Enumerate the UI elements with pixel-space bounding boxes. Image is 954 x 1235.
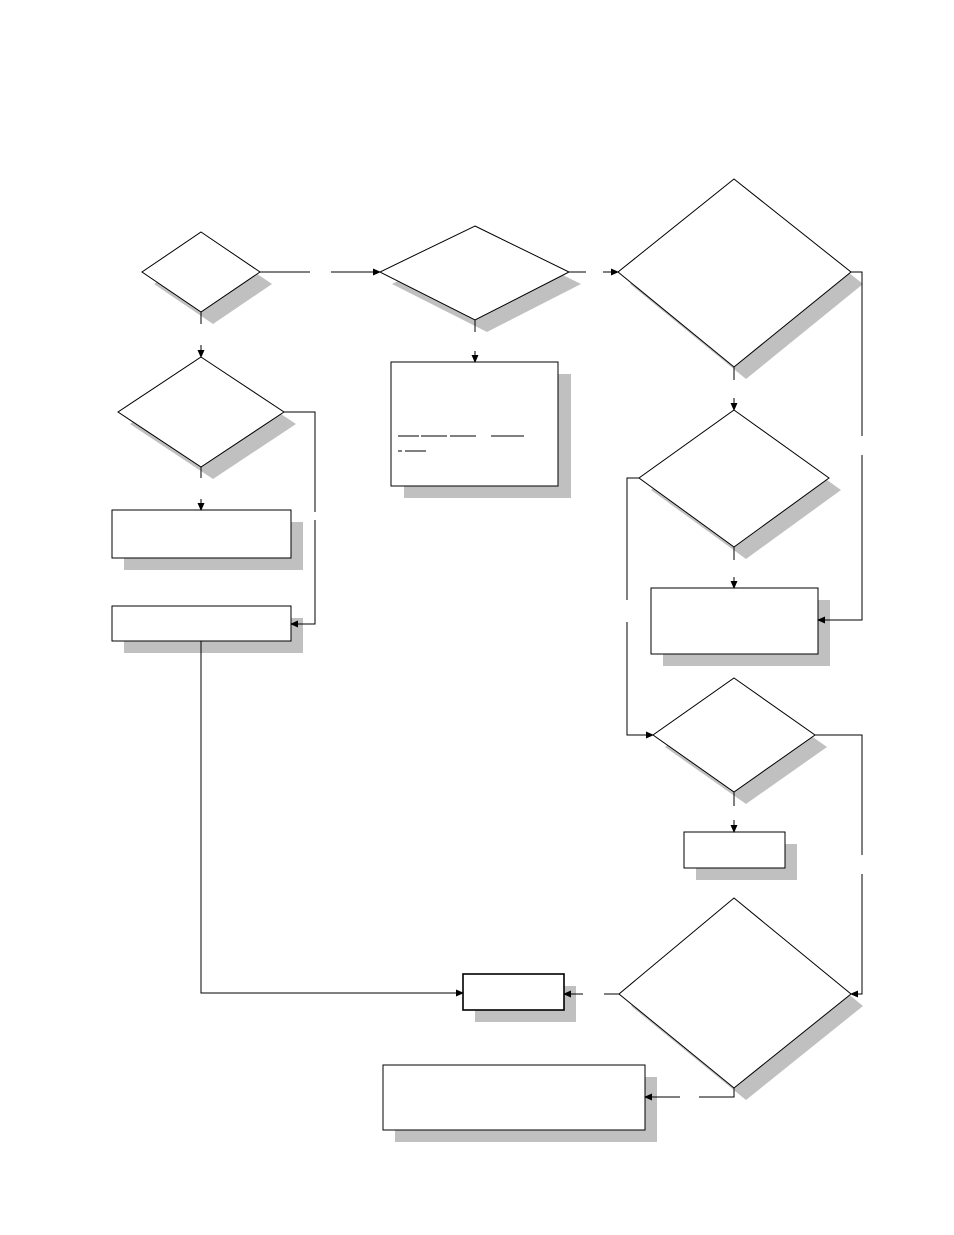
process-left-2 xyxy=(112,606,303,653)
process-bottom-merge xyxy=(463,974,576,1022)
decision-middle xyxy=(380,226,581,332)
connector-right-outer-1 xyxy=(851,272,862,436)
decision-start xyxy=(142,232,272,324)
decision-left-2 xyxy=(118,357,296,479)
decision-right-2 xyxy=(639,410,841,559)
decision-right-3 xyxy=(653,678,827,804)
process-left-1 xyxy=(112,510,303,570)
decision-right-large xyxy=(618,179,863,379)
process-middle-form xyxy=(391,362,571,498)
process-bottom-end xyxy=(383,1065,657,1142)
connector-right-outer-2 xyxy=(815,735,862,855)
connector-right-inner-left xyxy=(627,478,639,600)
connector-left-to-merge xyxy=(201,641,463,993)
connector-bottom-to-end xyxy=(699,1088,734,1097)
process-right-2 xyxy=(684,832,797,880)
process-right-1 xyxy=(651,588,830,666)
decision-right-large-bottom xyxy=(619,898,863,1100)
